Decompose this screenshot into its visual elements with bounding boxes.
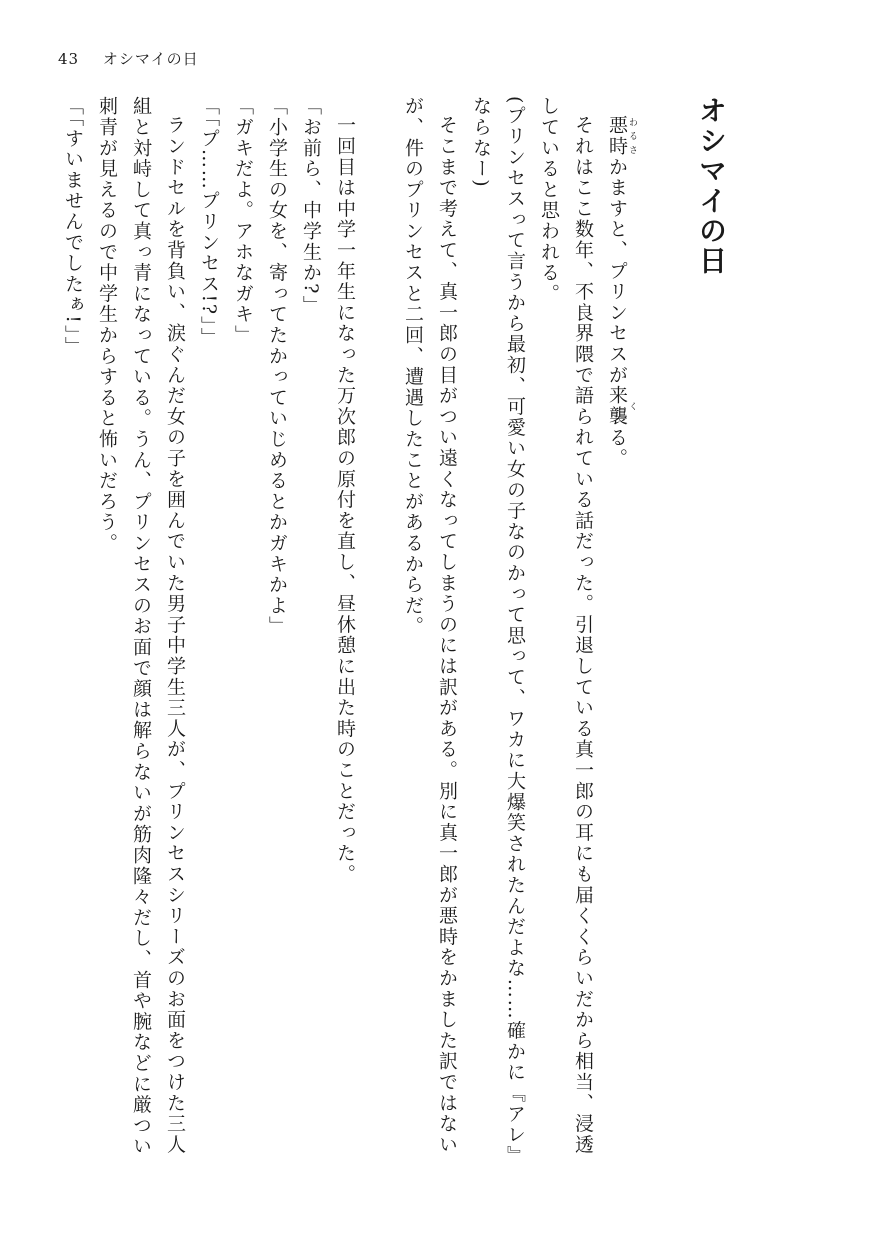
running-title: オシマイの日	[102, 50, 199, 68]
blank-line	[362, 96, 396, 1166]
ruby-akuji: 悪時 わるさ	[606, 115, 637, 157]
chapter-title: オシマイの日	[695, 96, 728, 276]
body-text	[37, 96, 637, 1166]
paragraph-3: (プリンセスって言うから最初、可愛い女の子なのかって思って、ワカに大爆笑されたんだよな……確かに『アレ』ならなー)	[470, 96, 526, 1167]
page-number: 43	[58, 50, 80, 68]
paragraph-6: 「お前ら、中学生か?」	[300, 96, 322, 316]
paragraph-8: 「ガキだよ。アホなガキ」	[232, 96, 254, 346]
paragraph-9: 「「プ……プリンセス!?」」	[198, 96, 220, 349]
running-header	[58, 48, 199, 69]
ruby-raishu: 来襲 く	[606, 385, 637, 428]
paragraph-1: 悪時 わるさかますと、プリンセスが来襲 くる。	[606, 115, 637, 469]
paragraph-10: ランドセルを背負い、涙ぐんだ女の子を囲んでいた男子中学生三人が、プリンセスシリーズのお面をつけた三人組と対峙して真っ青になっている。うん、プリンセスのお面で顔は解らないが筋肉隆々だし、首や腕などに厳つい刺青が見えるので中学生からすると怖いだろう。	[96, 96, 186, 1157]
paragraph-4: そこまで考えて、真一郎の目がつい遠くなってしまうのには訳がある。別に真一郎が悪時をかました訳ではないが、件のプリンセスと二回、遭遇したことがあるからだ。	[402, 96, 458, 1155]
paragraph-11: 「「すいませんでしたぁ!」」	[62, 96, 84, 357]
paragraph-5: 一回目は中学一年生になった万次郎の原付を直し、昼休憩に出た時のことだった。	[334, 115, 356, 885]
paragraph-2: それはここ数年、不良界隈で語られている話だった。引退している真一郎の耳にも届くくらいだから相当、浸透していると思われる。	[538, 96, 594, 1155]
paragraph-7: 「小学生の女を、寄ってたかっていじめるとかガキかよ」	[266, 96, 288, 637]
